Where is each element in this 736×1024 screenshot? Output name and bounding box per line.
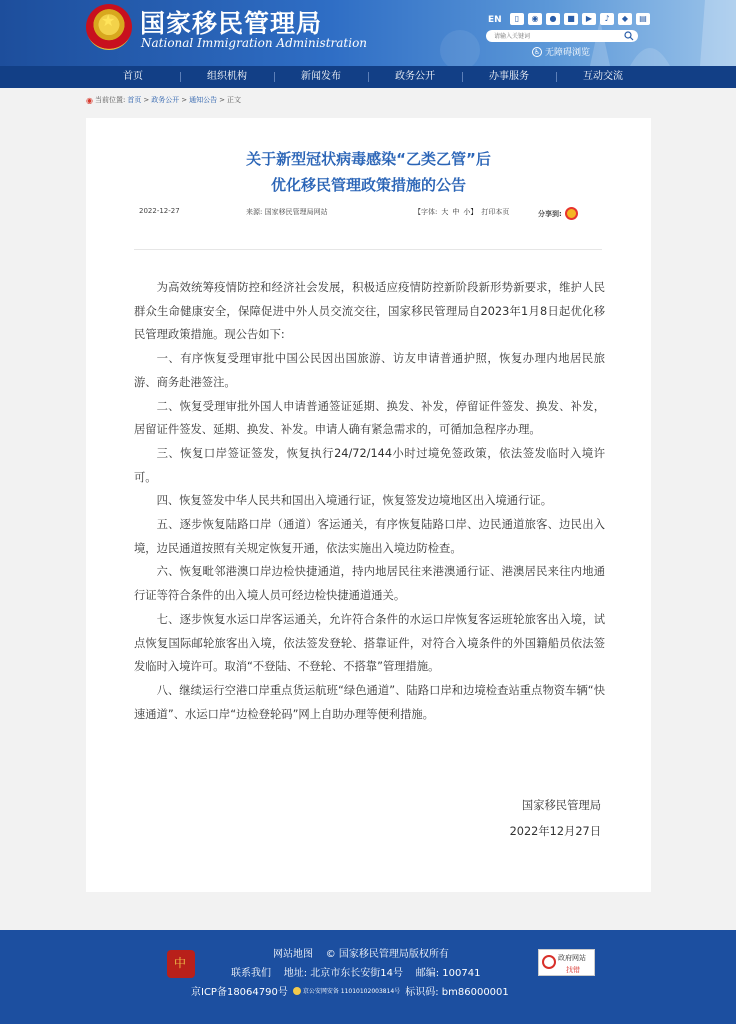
share-area	[538, 207, 578, 220]
nav-government-affairs[interactable]: 政务公开	[368, 66, 462, 88]
footer-line-1	[273, 945, 449, 960]
toutiao-icon[interactable]: ■	[564, 13, 578, 25]
mobile-icon[interactable]: ▯	[510, 13, 524, 25]
font-size-medium[interactable]: 中	[452, 208, 460, 216]
font-size-label: 【字体:	[414, 208, 438, 216]
english-link[interactable]: EN	[488, 15, 502, 25]
breadcrumb-sep: >	[143, 96, 150, 104]
breadcrumb	[86, 95, 241, 105]
app-icon[interactable]: ◆	[618, 13, 632, 25]
article-title-line1: 关于新型冠状病毒感染“乙类乙管”后	[246, 150, 491, 168]
identifier: 标识码: bm86000001	[405, 987, 509, 998]
badge-line1: 政府网站	[558, 954, 586, 962]
breadcrumb-home[interactable]: 首页	[127, 96, 142, 104]
breadcrumb-sep: >	[181, 96, 188, 104]
report-error-badge[interactable]	[538, 949, 595, 976]
douyin-icon[interactable]: ♪	[600, 13, 614, 25]
print-link[interactable]: 打印本页	[481, 208, 510, 216]
paragraph: 为高效统筹疫情防控和经济社会发展，积极适应疫情防控新阶段新形势新要求，维护人民群众生命健康安全，保障促进中外人员交流交往，国家移民管理局自2023年1月8日起优化移民管理政策措施。现公告如下:	[134, 281, 605, 342]
magnifier-icon	[542, 955, 556, 969]
paragraph: 六、恢复毗邻港澳口岸边检快捷通道，持内地居民往来港澳通行证、港澳居民来往内地通行证等符合条件的出入境人员可经边检快捷通道通关。	[134, 565, 605, 603]
accessibility-label: 无障碍浏览	[545, 48, 591, 58]
nav-interaction[interactable]: 互动交流	[556, 66, 650, 88]
signature-organization: 国家移民管理局	[521, 799, 601, 812]
paragraph: 一、有序恢复受理审批中国公民因出国旅游、访友申请普通护照，恢复办理内地居民旅游、商务赴港签注。	[134, 352, 605, 389]
font-size-controls	[414, 207, 509, 217]
nav-news[interactable]: 新闻发布	[274, 66, 368, 88]
address: 地址: 北京市东长安街14号	[283, 968, 403, 979]
national-emblem-icon[interactable]: ★	[86, 4, 132, 50]
nav-organization[interactable]: 组织机构	[180, 66, 274, 88]
location-pin-icon: ◉	[86, 95, 93, 105]
weibo-share-icon[interactable]	[565, 207, 578, 220]
search-icon[interactable]	[624, 31, 634, 41]
accessibility-link[interactable]	[532, 45, 590, 58]
breadcrumb-gov-affairs[interactable]: 政务公开	[151, 96, 180, 104]
article-title-line2: 优化移民管理政策措施的公告	[270, 176, 466, 194]
site-header	[0, 0, 736, 66]
icp-link[interactable]: 京ICP备18064790号	[191, 987, 288, 998]
divider	[134, 249, 602, 250]
wechat-icon[interactable]: ●	[546, 13, 560, 25]
breadcrumb-notices[interactable]: 通知公告	[189, 96, 218, 104]
breadcrumb-sep: >	[219, 96, 225, 104]
paragraph: 七、逐步恢复水运口岸客运通关，允许符合条件的水运口岸恢复客运班轮旅客出入境，试点恢复国际邮轮旅客出入境，依法签发登轮、搭靠证件，对符合入境条件的外国籍船员依法签发临时入境许可。取消“不登陆、不登轮、不搭靠”管理措施。	[134, 612, 605, 674]
signature-date: 2022年12月27日	[509, 825, 601, 838]
search-box	[486, 30, 638, 42]
paragraph: 五、逐步恢复陆路口岸（通道）客运通关，有序恢复陆路口岸、边民通道旅客、边民出入境，边民通道按照有关规定恢复开通，依法实施出入境边防检查。	[134, 518, 605, 555]
video-icon[interactable]: ▶	[582, 13, 596, 25]
copyright: © 国家移民管理局版权所有	[325, 949, 449, 960]
footer-line-2	[231, 964, 480, 979]
publish-date: 2022-12-27	[139, 207, 180, 215]
paragraph: 八、继续运行空港口岸重点货运航班“绿色通道”、陆路口岸和边境检查站重点物资车辆“快速通道”、水运口岸“边检登轮码”网上自助办理等便利措施。	[134, 683, 605, 721]
footer-line-3	[191, 983, 509, 998]
font-size-small[interactable]: 小】	[463, 208, 478, 216]
site-subtitle: National Immigration Administration	[141, 36, 368, 50]
nav-services[interactable]: 办事服务	[462, 66, 556, 88]
breadcrumb-current: 正文	[226, 96, 241, 104]
nav-home[interactable]: 首页	[123, 71, 143, 82]
badge-line2: 找错	[566, 966, 580, 974]
paragraph: 三、恢复口岸签证签发，恢复执行24/72/144小时过境免签政策，依法签发临时入境许可。	[134, 446, 605, 484]
police-badge-icon	[293, 987, 301, 995]
accessibility-icon: ♿	[533, 47, 541, 56]
article-panel	[86, 118, 651, 892]
article-body	[134, 276, 605, 726]
site-title[interactable]: 国家移民管理局	[140, 9, 323, 38]
breadcrumb-label: 当前位置:	[94, 96, 126, 104]
share-label: 分享到:	[538, 209, 562, 218]
paragraph: 四、恢复签发中华人民共和国出入境通行证，恢复签发边境地区出入境通行证。	[156, 494, 552, 508]
search-input[interactable]	[494, 30, 624, 42]
main-nav	[0, 66, 736, 88]
weibo-icon[interactable]: ◉	[528, 13, 542, 25]
police-record-label: 京公安网安备 11010102003814号	[302, 988, 401, 995]
article-title	[86, 146, 651, 198]
article-source: 来源: 国家移民管理局网站	[246, 208, 328, 216]
news-icon[interactable]: ▤	[636, 13, 650, 25]
police-record[interactable]	[293, 986, 400, 995]
police-emblem-icon[interactable]: 中	[167, 950, 195, 978]
paragraph: 二、恢复受理审批外国人申请普通签证延期、换发、补发，停留证件签发、换发、补发，居留证件签发、延期、换发、补发。申请人确有紧急需求的，可循加急程序办理。	[134, 399, 605, 437]
site-footer	[0, 930, 736, 1024]
social-links	[510, 13, 650, 25]
sitemap-link[interactable]: 网站地图	[273, 949, 313, 960]
font-size-large[interactable]: 大	[441, 208, 449, 216]
postcode: 邮编: 100741	[415, 968, 481, 979]
contact-link[interactable]: 联系我们	[231, 968, 271, 979]
